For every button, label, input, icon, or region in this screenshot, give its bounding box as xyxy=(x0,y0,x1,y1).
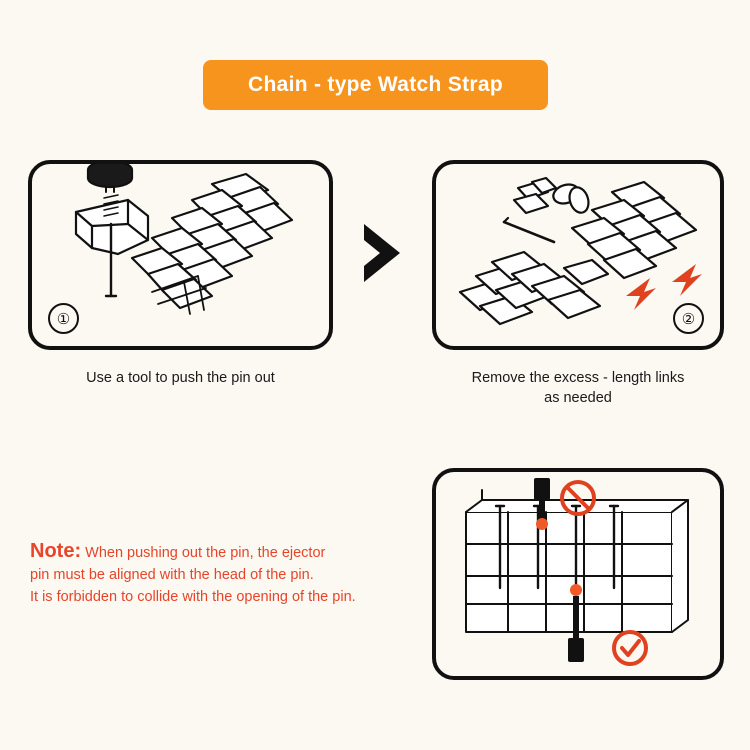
note-label: Note: xyxy=(30,540,82,562)
note-line-2: pin must be aligned with the head of the pin. xyxy=(30,567,314,583)
step-2-badge: ② xyxy=(673,303,704,334)
arrow-right-icon xyxy=(358,222,406,284)
pin-alignment-detail-illustration xyxy=(436,472,720,676)
check-circle-icon xyxy=(614,632,646,664)
note-block xyxy=(30,540,420,608)
step-1-caption: Use a tool to push the pin out xyxy=(86,370,275,386)
step-2-caption xyxy=(424,368,732,408)
step-1-panel xyxy=(28,160,333,350)
step-2-panel xyxy=(432,160,724,350)
title-banner xyxy=(203,60,548,110)
step-1-badge: ① xyxy=(48,303,79,334)
note-line-3: It is forbidden to collide with the opening of the pin. xyxy=(30,589,356,605)
detail-panel xyxy=(432,468,724,680)
note-line-1: When pushing out the pin, the ejector xyxy=(81,545,326,561)
step-2-caption-line2: as needed xyxy=(544,390,612,406)
page-title: Chain - type Watch Strap xyxy=(248,73,503,96)
step-2-caption-line1: Remove the excess - length links xyxy=(471,370,685,386)
